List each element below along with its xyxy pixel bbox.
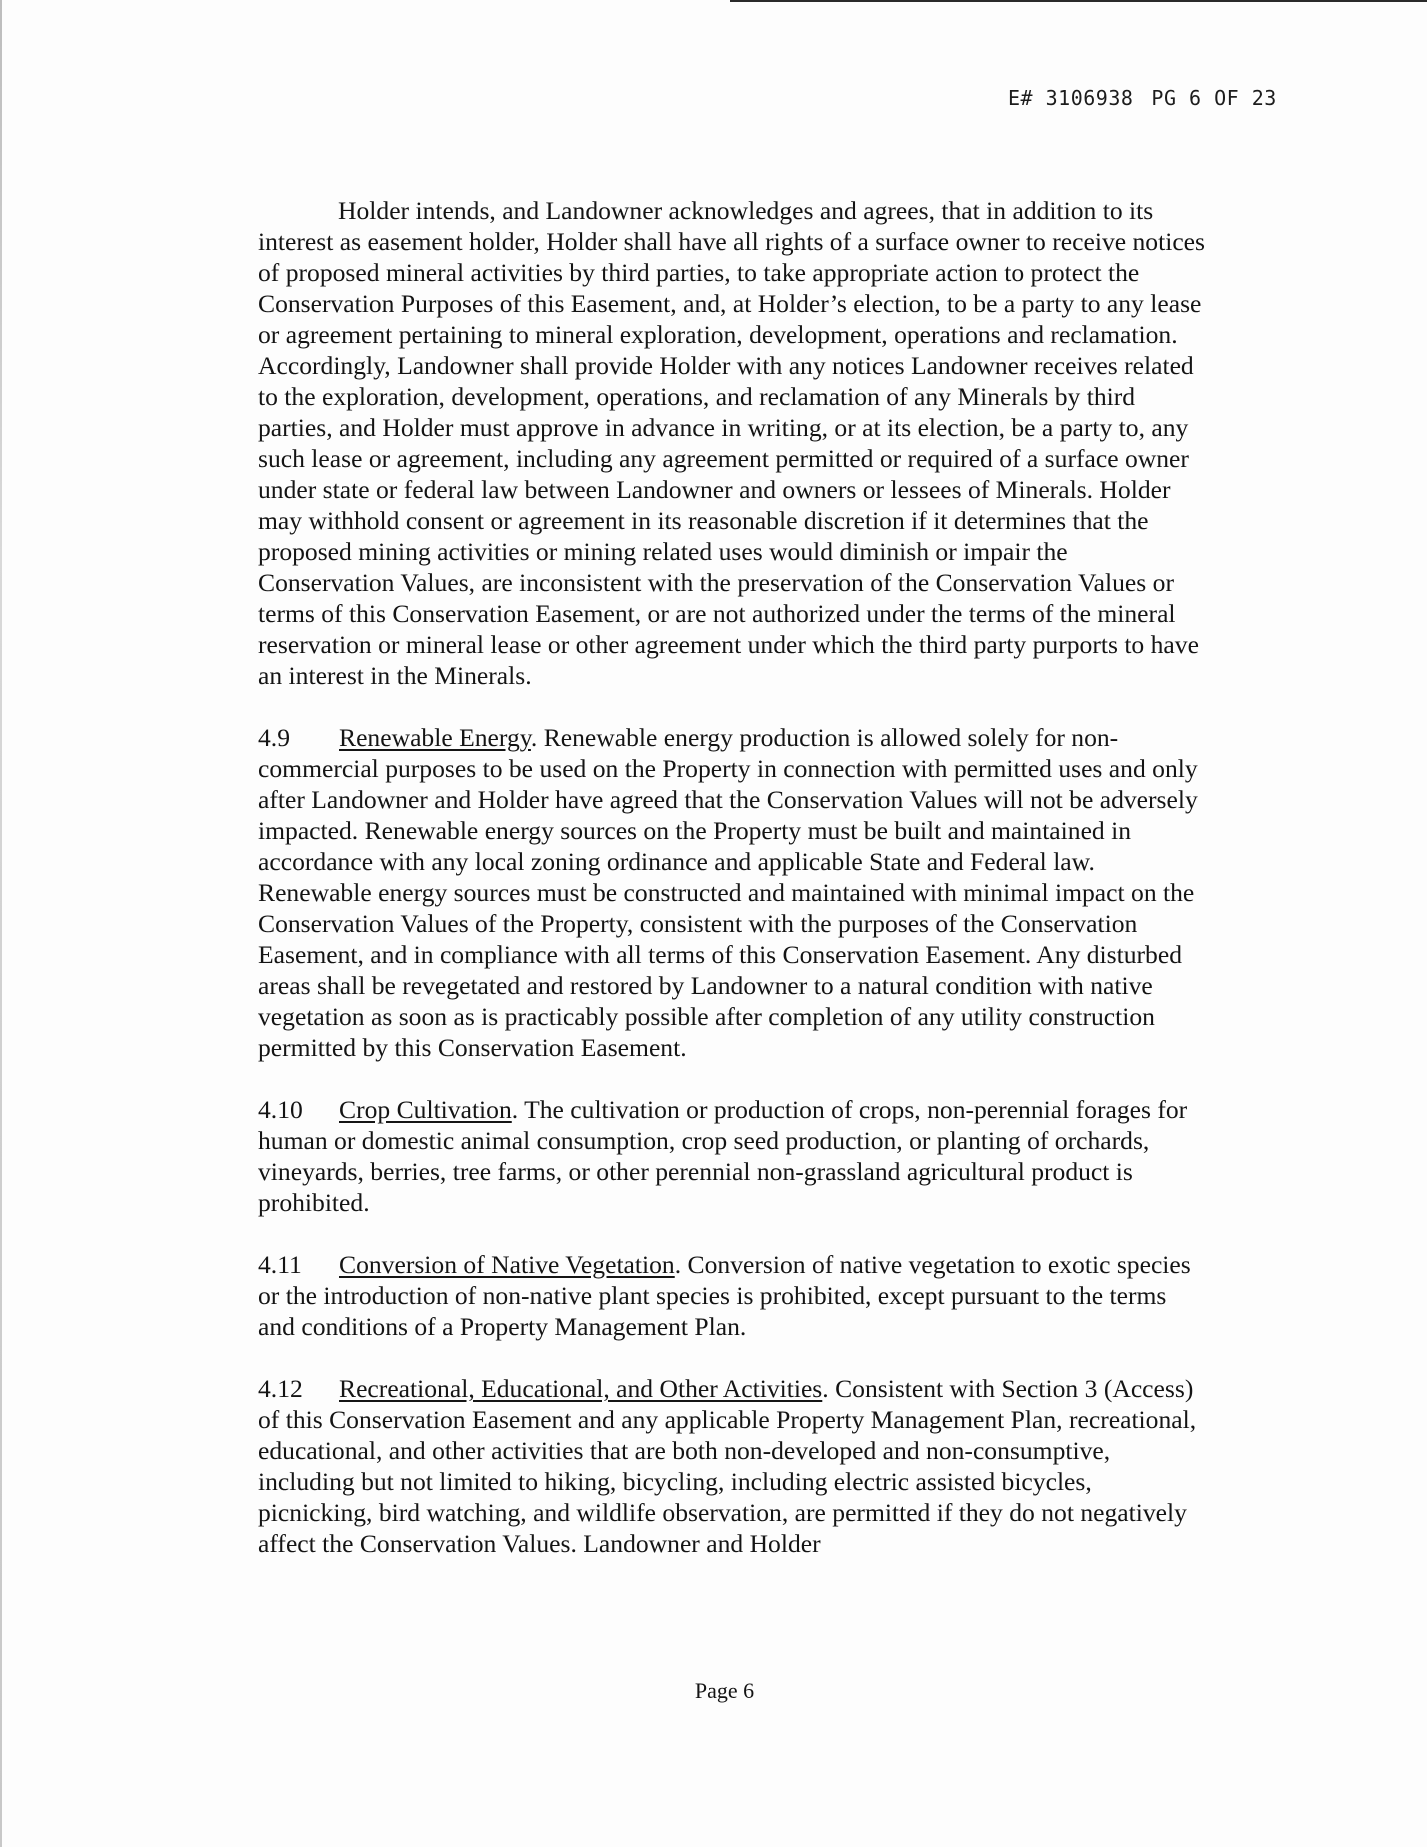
- section-text: . Consistent with Section 3 (Access) of this Conservation Easement and any applicable Property Management Plan, recreational, educational, and other activities that are both non-developed and non-consumptive, including but not limited to hiking, bicycling, including electric assisted bicycles, picnicking, bird watching, and wildlife observation, are permitted if they do not negatively affect the Conservation Values. Landowner and Holder: [258, 1374, 1197, 1558]
- section-4-11: [258, 1249, 1208, 1342]
- paragraph-minerals-continued: Holder intends, and Landowner acknowledges and agrees, that in addition to its interest as easement holder, Holder shall have all rights of a surface owner to receive notices of proposed mineral activities by third parties, to take appropriate action to protect the Conservation Purposes of this Easement, and, at Holder’s election, to be a party to any lease or agreement pertaining to mineral exploration, development, operations and reclamation. Accordingly, Landowner shall provide Holder with any notices Landowner receives related to the exploration, development, operations, and reclamation of any Minerals by third parties, and Holder must approve in advance in writing, or at its election, be a party to, any such lease or agreement, including any agreement permitted or required of a surface owner under state or federal law between Landowner and owners or lessees of Minerals. Holder may withhold consent or agreement in its reasonable discretion if it determines that the proposed mining activities or mining related uses would diminish or impair the Conservation Values, are inconsistent with the preservation of the Conservation Values or terms of this Conservation Easement, or are not authorized under the terms of the mineral reservation or mineral lease or other agreement under which the third party purports to have an interest in the Minerals.: [258, 196, 1205, 690]
- recording-stamp: [1008, 86, 1277, 110]
- section-4-9: [258, 722, 1208, 1063]
- section-number: 4.10: [258, 1095, 303, 1124]
- scan-edge-left: [0, 0, 2, 1847]
- section-number: 4.12: [258, 1374, 303, 1403]
- section-text: . The cultivation or production of crops, non-perennial forages for human or domestic animal consumption, crop seed production, or planting of orchards, vineyards, berries, tree farms, or other perennial non-grassland agricultural product is prohibited.: [258, 1095, 1188, 1217]
- page-number: Page 6: [694, 1678, 755, 1703]
- page-of-count: PG 6 OF 23: [1151, 86, 1277, 110]
- scan-edge-top: [730, 0, 1427, 2]
- section-number: 4.11: [258, 1250, 302, 1279]
- section-text: . Conversion of native vegetation to exotic species or the introduction of non-native plant species is prohibited, except pursuant to the terms and conditions of a Property Management Plan.: [258, 1250, 1191, 1341]
- section-4-10: [258, 1094, 1208, 1218]
- section-title: Recreational, Educational, and Other Activities: [339, 1374, 823, 1403]
- recording-number: E# 3106938: [1008, 86, 1134, 110]
- page-footer: [0, 1678, 1427, 1704]
- section-4-12: [258, 1373, 1208, 1559]
- section-text: . Renewable energy production is allowed solely for non-commercial purposes to be used on the Property in connection with permitted uses and only after Landowner and Holder have agreed that the Conservation Values will not be adversely impacted. Renewable energy sources on the Property must be built and maintained in accordance with any local zoning ordinance and applicable State and Federal law. Renewable energy sources must be constructed and maintained with minimal impact on the Conservation Values of the Property, consistent with the purposes of the Conservation Easement, and in compliance with all terms of this Conservation Easement. Any disturbed areas shall be revegetated and restored by Landowner to a natural condition with native vegetation as soon as is practicably possible after completion of any utility construction permitted by this Conservation Easement.: [258, 723, 1198, 1062]
- section-title: Crop Cultivation: [339, 1095, 512, 1124]
- section-title: Renewable Energy: [339, 723, 531, 752]
- section-number: 4.9: [258, 723, 290, 752]
- section-title: Conversion of Native Vegetation: [339, 1250, 675, 1279]
- document-body: [258, 195, 1208, 1590]
